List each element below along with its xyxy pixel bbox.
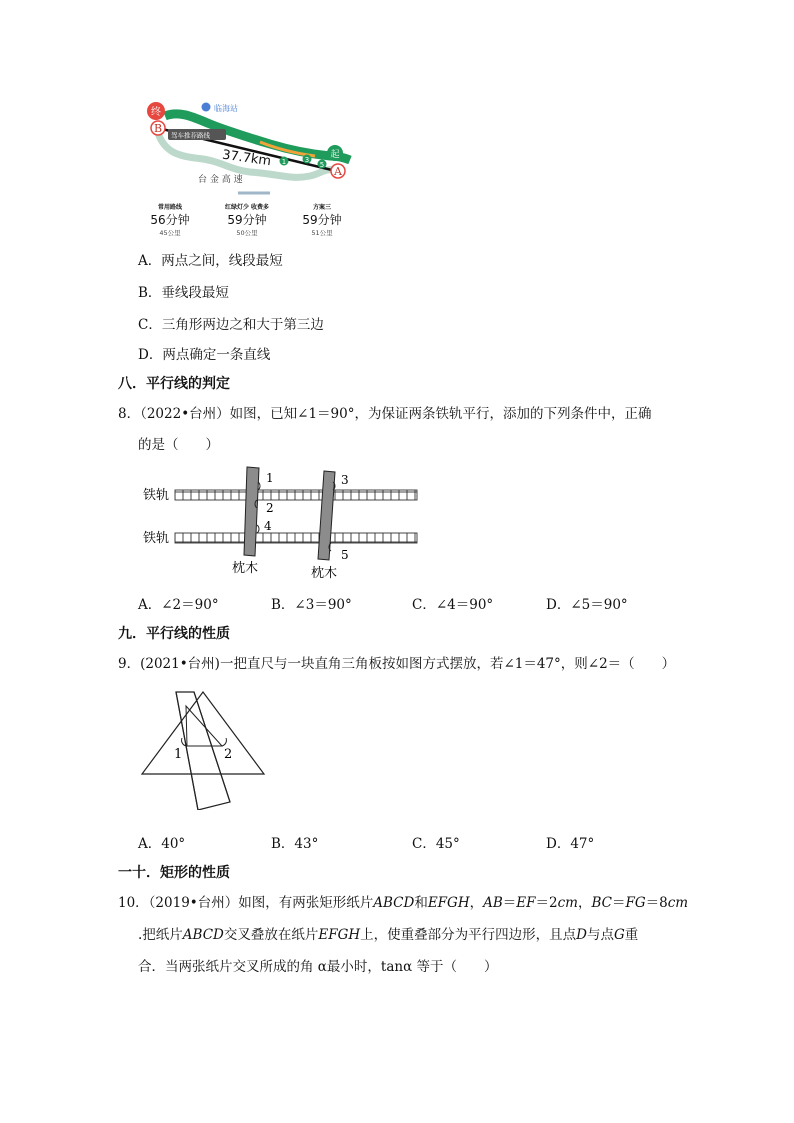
point-a-label: A [334, 165, 342, 178]
q8-option-b: B．∠3＝90° [271, 597, 352, 613]
angle-label-2: 2 [224, 747, 233, 762]
q9-option-c: C．45° [412, 836, 460, 852]
rail-graphic [135, 462, 435, 584]
route-number-3: 3 [304, 156, 310, 164]
angle-label-1: 1 [266, 471, 274, 485]
q10-stem-line3: 合．当两张纸片交叉所成的角 α最小时，tanα 等于（ ） [138, 959, 498, 975]
route-time: 59分钟 [227, 213, 267, 227]
rail-label-bottom: 铁轨 [143, 531, 170, 546]
angle-label-1: 1 [174, 747, 183, 762]
sleeper-label-right: 枕木 [311, 566, 338, 581]
angle-label-3: 3 [341, 473, 349, 487]
route-distance: 45公里 [159, 229, 181, 237]
rail-label-top: 铁轨 [143, 488, 170, 503]
route-option-3 [292, 202, 352, 237]
section-heading-8: 八．平行线的判定 [118, 376, 230, 392]
ruler-triangle-figure [138, 688, 268, 810]
nav-tag: 驾车推荐路线 [171, 131, 210, 140]
q7-option-c: C．三角形两边之和大于第三边 [138, 317, 324, 333]
point-b-label: B [153, 122, 163, 135]
route-distance: 50公里 [236, 229, 258, 237]
angle-label-4: 4 [264, 519, 272, 533]
route-time: 56分钟 [150, 213, 190, 227]
rail-figure [135, 462, 435, 584]
q8-option-d: D．∠5＝90° [546, 597, 628, 613]
q7-option-d: D．两点确定一条直线 [138, 347, 271, 363]
q8-stem-line2: 的是（ ） [138, 437, 219, 453]
q9-option-a: A．40° [138, 836, 186, 852]
route-distance: 51公里 [311, 229, 333, 237]
route-map-figure [140, 98, 365, 240]
route-option-2 [212, 202, 282, 237]
ruler-triangle-graphic [138, 688, 268, 810]
q7-option-a: A．两点之间，线段最短 [138, 253, 283, 269]
q8-stem-line1: 8．（2022•台州）如图，已知∠1＝90°，为保证两条铁轨平行，添加的下列条件中，正确 [118, 406, 652, 422]
angle-label-2: 2 [266, 501, 274, 515]
q9-stem-line1: 9．(2021•台州)一把直尺与一块直角三角板按如图方式摆放，若∠1＝47°，则∠2＝（ ） [118, 656, 676, 672]
route-name: 常用路线 [157, 204, 182, 211]
route-name: 方案三 [312, 204, 331, 211]
ruler [176, 692, 233, 810]
highway-label: 台 金 高 速 [198, 175, 243, 185]
angle-label-5: 5 [341, 548, 349, 562]
station-icon [202, 103, 211, 112]
section-heading-10: 一十．矩形的性质 [118, 865, 230, 881]
q10-stem-line1: 10．（2019•台州）如图，有两张矩形纸片ABCD和EFGH，AB＝EF＝2cm，BC＝FG＝8cm [118, 895, 689, 911]
distance-label: 37.7km [221, 147, 272, 170]
q10-stem-line2: .把纸片ABCD交叉叠放在纸片EFGH上，使重叠部分为平行四边形，且点D与点G重 [138, 927, 639, 943]
rail-bottom [175, 533, 417, 543]
q8-option-c: C．∠4＝90° [412, 597, 494, 613]
rail-top [175, 490, 417, 500]
route-option-1 [140, 202, 200, 237]
route-number-5: 5 [319, 161, 325, 169]
q9-option-b: B．43° [271, 836, 319, 852]
route-time: 59分钟 [302, 213, 342, 227]
end-badge: 终 [151, 107, 161, 118]
route-name: 红绿灯少 收费多 [224, 204, 270, 211]
sleeper-label-left: 枕木 [232, 561, 259, 576]
route-number-1: 1 [281, 158, 287, 166]
q8-option-a: A．∠2＝90° [138, 597, 219, 613]
section-heading-9: 九．平行线的性质 [118, 626, 230, 642]
q9-option-d: D．47° [546, 836, 595, 852]
start-badge: 起 [330, 150, 340, 160]
sleeper-right [318, 471, 335, 560]
q7-option-b: B．垂线段最短 [138, 285, 229, 301]
place-top: 临海站 [214, 104, 238, 113]
